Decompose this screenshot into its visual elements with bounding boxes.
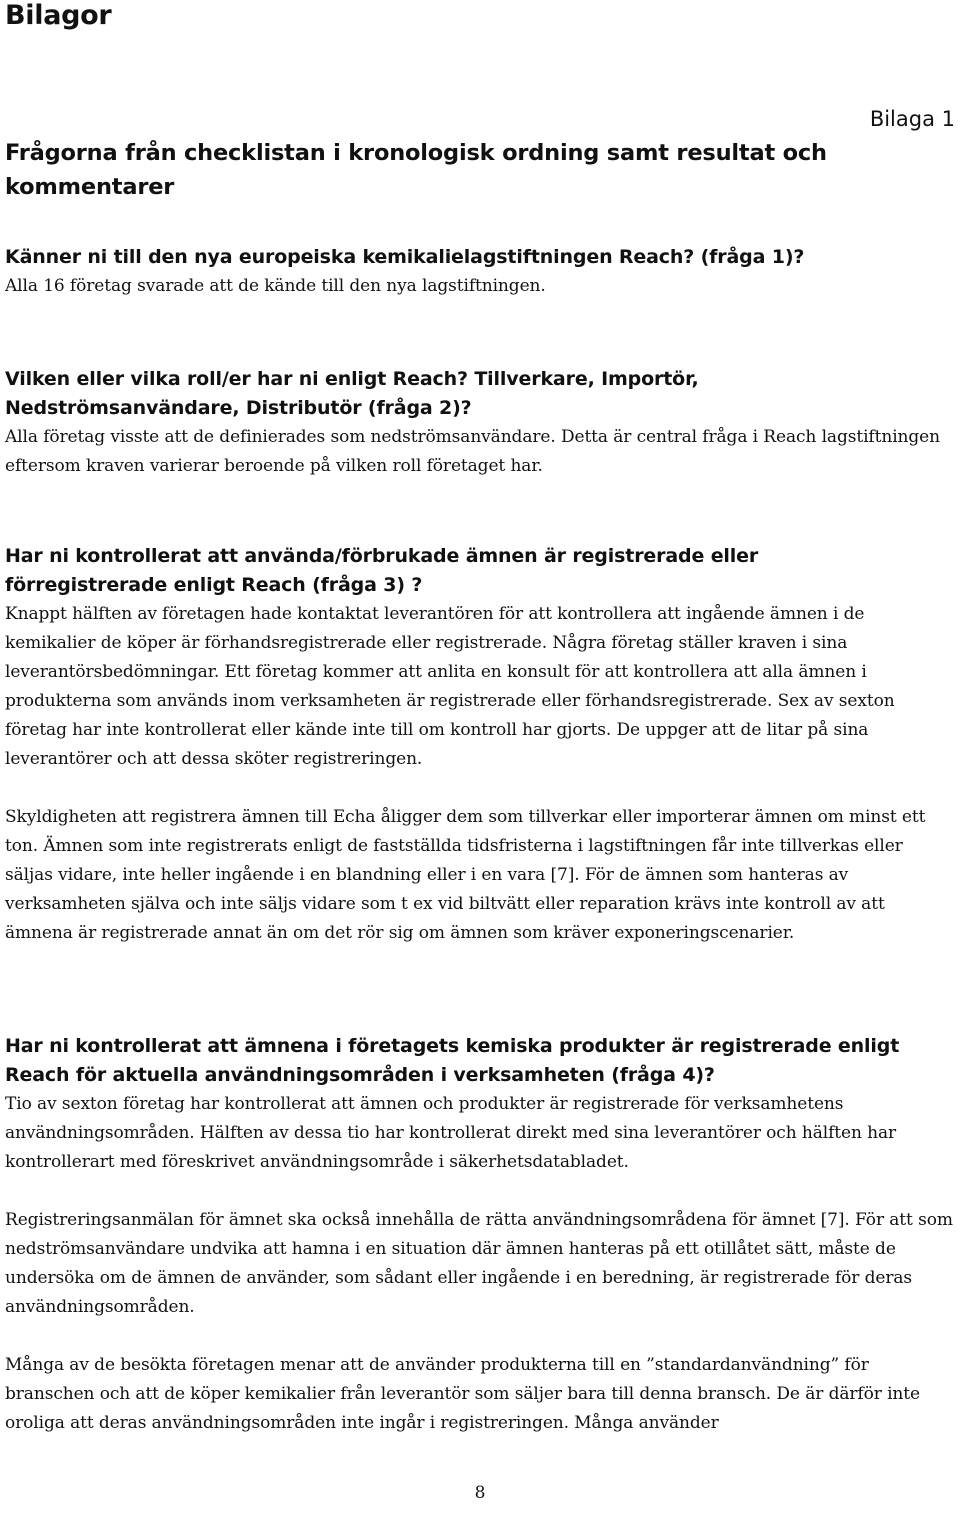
section-title: Frågorna från checklistan i kronologisk ordning samt resultat och kommentarer [5,140,827,200]
answer-paragraph: Registreringsanmälan för ämnet ska också innehålla de rätta användningsområdena för ämnet [7]. För att som nedströmsanvändare undvika att hamna i en situation där ämnen hanteras på ett otillåtet sätt, måste de undersöka om de ämnen de använder, som sådant eller ingående i en beredning, är registrerade för deras användningsområden. [5,1210,953,1317]
answer-paragraph: Många av de besökta företagen menar att de använder produkterna till en ”standardanvändning” för branschen och att de köper kemikalier från leverantör som säljer bara till denna bransch. De är därför inte oroliga att deras användningsområden inte ingår i registreringen. Många använder [5,1355,920,1433]
question-heading: Har ni kontrollerat att ämnena i företagets kemiska produkter är registrerade enligt Reach för aktuella användningsområden i verksamheten (fråga 4)? [5,1035,900,1086]
answer-paragraph: Tio av sexton företag har kontrollerat att ämnen och produkter är registrerade för verksamhetens användningsområden. Hälften av dessa tio har kontrollerat direkt med sina leverantörer och hälften har kontrollerart med föreskrivet användningsområde i säkerhetsdatabladet. [5,1094,897,1172]
question-block-2 [5,365,955,481]
answer-paragraph: Skyldigheten att registrera ämnen till Echa åligger dem som tillverkar eller importerar ämnen om minst ett ton. Ämnen som inte registrerats enligt de fastställda tidsfristerna i lagstiftningen får inte tillverkas eller säljas vidare, inte heller ingående i en blandning eller i en vara [7]. För de ämnen som hanteras av verksamheten själva och inte säljs vidare som t ex vid biltvätt eller reparation krävs inte kontroll av att ämnena är registrerade annat än om det rör sig om ämnen som kräver exponeringscenarier. [5,807,926,943]
page-title: Bilagor [5,0,112,31]
question-heading: Vilken eller vilka roll/er har ni enligt Reach? Tillverkare, Importör, Nedströmsanvändare, Distributör (fråga 2)? [5,368,699,419]
appendix-label: Bilaga 1 [869,107,955,131]
answer-paragraph: Alla företag visste att de definierades som nedströmsanvändare. Detta är central fråga i Reach lagstiftningen eftersom kraven varierar beroende på vilken roll företaget har. [5,427,940,476]
document-page [5,0,955,1515]
question-block-3 [5,542,955,948]
answer-paragraph: Knappt hälften av företagen hade kontaktat leverantören för att kontrollera att ingående ämnen i de kemikalier de köper är förhandsregistrerade eller registrerade. Några företag ställer kraven i sina leverantörsbedömningar. Ett företag kommer att anlita en konsult för att kontrollera att alla ämnen i produkterna som används inom verksamheten är registrerade eller förhandsregistrerade. Sex av sexton företag har inte kontrollerat eller kände inte till om kontroll har gjorts. De uppger att de litar på sina leverantörer och att dessa sköter registreringen. [5,604,895,769]
answer-paragraph: Alla 16 företag svarade att de kände till den nya lagstiftningen. [5,276,546,296]
question-block-4 [5,1032,955,1438]
question-heading: Har ni kontrollerat att använda/förbrukade ämnen är registrerade eller förregistrerade enligt Reach (fråga 3) ? [5,545,759,596]
page-number: 8 [474,1483,486,1503]
question-heading: Känner ni till den nya europeiska kemikalielagstiftningen Reach? (fråga 1)? [5,246,805,268]
question-block-1 [5,243,955,301]
